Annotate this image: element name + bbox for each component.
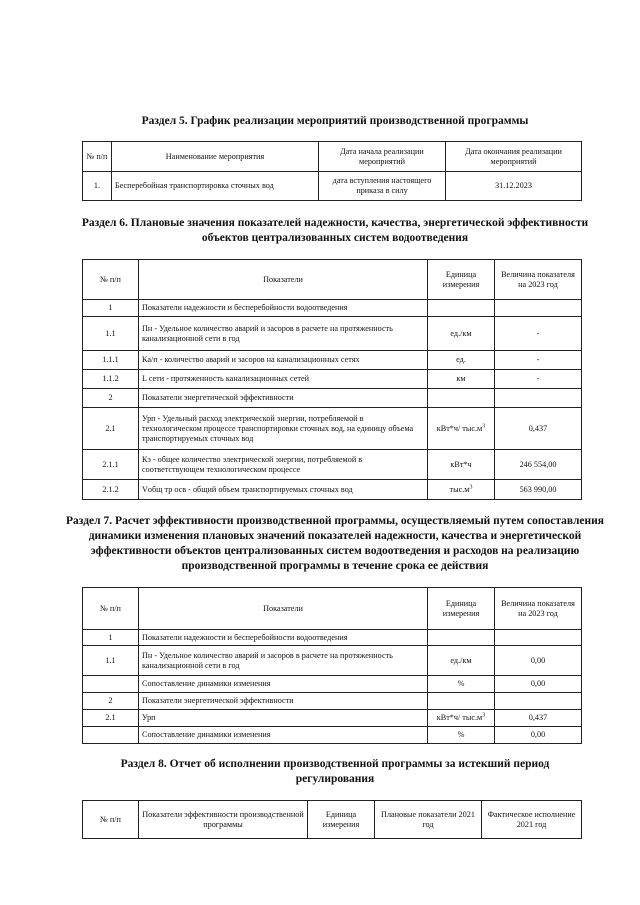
row-unit: км xyxy=(428,370,495,389)
table-row xyxy=(83,450,582,480)
row-num: 1.1.1 xyxy=(83,351,139,370)
row-value xyxy=(495,693,582,710)
table-row xyxy=(83,408,582,450)
table-row xyxy=(83,300,582,317)
row-num: 2 xyxy=(83,693,139,710)
row-name: L сети - протяженность канализационных сетей xyxy=(139,370,428,389)
header-cell: Фактическое исполнение 2021 год xyxy=(482,801,582,839)
row-num: 1 xyxy=(83,630,139,646)
row-num: 1. xyxy=(83,172,112,201)
section-7-table xyxy=(82,587,582,744)
row-name: Урп xyxy=(139,710,428,727)
header-cell: Наименование мероприятия xyxy=(112,142,319,172)
row-value: 0,437 xyxy=(495,408,582,450)
row-num: 2.1 xyxy=(83,710,139,727)
header-cell: Показатели xyxy=(139,588,428,630)
header-cell: Величина показателя на 2023 год xyxy=(495,260,582,300)
unit-text: тыс.м xyxy=(449,484,470,494)
row-num: 1.1.2 xyxy=(83,370,139,389)
row-value: - xyxy=(495,351,582,370)
table-row xyxy=(83,480,582,500)
section-6-table xyxy=(82,259,582,500)
header-cell: № п/п xyxy=(83,588,139,630)
row-name: Урп - Удельный расход электрической энергии, потребляемой в технологическом процессе транспортировки сточных вод, на единицу объема транспортируемых сточных вод xyxy=(139,408,428,450)
row-num: 2 xyxy=(83,389,139,408)
row-num: 2.1.1 xyxy=(83,450,139,480)
row-num: 2.1.2 xyxy=(83,480,139,500)
row-name: Ка/п - количество аварий и засоров на канализационных сетях xyxy=(139,351,428,370)
row-unit xyxy=(428,480,495,500)
table-row xyxy=(83,630,582,646)
header-cell: № п/п xyxy=(83,260,139,300)
row-unit: % xyxy=(428,676,495,693)
table-row xyxy=(83,646,582,676)
row-name: Бесперебойная транспортировка сточных вод xyxy=(112,172,319,201)
unit-superscript: 3 xyxy=(469,483,473,490)
header-cell: Плановые показатели 2021 год xyxy=(375,801,482,839)
unit-superscript: 3 xyxy=(482,422,486,429)
section-5-title: Раздел 5. График реализации мероприятий производственной программы xyxy=(141,115,529,127)
row-name: Показатели энергетической эффективности xyxy=(139,389,428,408)
row-value xyxy=(495,300,582,317)
row-num: 2.1 xyxy=(83,408,139,450)
row-value: 563 990,00 xyxy=(495,480,582,500)
section-6-title: Раздел 6. Плановые значения показателей надежности, качества, энергетической эффективности объектов централизованных систем водоотведения xyxy=(81,217,589,244)
row-num xyxy=(83,676,139,693)
header-cell: Показатели эффективности производственной программы xyxy=(139,801,308,839)
header-cell: Дата начала реализации мероприятий xyxy=(319,142,446,172)
row-unit xyxy=(428,710,495,727)
row-name: Показатели надежности и бесперебойности водоотведения xyxy=(139,630,428,646)
header-cell: Показатели xyxy=(139,260,428,300)
row-value xyxy=(495,630,582,646)
table-row xyxy=(83,727,582,744)
row-unit xyxy=(428,300,495,317)
row-unit: ед./км xyxy=(428,317,495,351)
unit-text: кВт*ч/ тыс.м xyxy=(436,423,483,433)
row-end: 31.12.2023 xyxy=(446,172,582,201)
table-row xyxy=(83,710,582,727)
row-num: 1.1 xyxy=(83,646,139,676)
row-unit xyxy=(428,408,495,450)
section-8-title: Раздел 8. Отчет об исполнении производственной программы за истекший период регулирования xyxy=(120,758,550,785)
row-num xyxy=(83,727,139,744)
row-unit: % xyxy=(428,727,495,744)
header-cell: Единица измерения xyxy=(428,588,495,630)
row-unit: ед./км xyxy=(428,646,495,676)
row-value xyxy=(495,389,582,408)
row-num: 1.1 xyxy=(83,317,139,351)
row-value: - xyxy=(495,370,582,389)
section-7-title: Раздел 7. Расчет эффективности производственной программы, осуществляемый путем сопоставления динамики изменения плановых значений показателей надежности, качества и энергетической эффективности объектов централизованных систем водоотведения и расходов на реализацию производственной программы в течение срока ее действия xyxy=(66,515,604,572)
row-name: Пн - Удельное количество аварий и засоров в расчете на протяженность канализационной сети в год xyxy=(139,317,428,351)
row-name: Vобщ тр осв - общий объем транспортируемых сточных вод xyxy=(139,480,428,500)
table-row xyxy=(83,370,582,389)
row-unit: ед. xyxy=(428,351,495,370)
row-num: 1 xyxy=(83,300,139,317)
row-value: 246 554,00 xyxy=(495,450,582,480)
row-value: - xyxy=(495,317,582,351)
row-name: Кэ - общее количество электрической энергии, потребляемой в соответствующем технологическом процессе xyxy=(139,450,428,480)
row-name: Показатели энергетической эффективности xyxy=(139,693,428,710)
table-row xyxy=(83,317,582,351)
header-cell: Единица измерения xyxy=(428,260,495,300)
table-row xyxy=(83,351,582,370)
section-5-table xyxy=(82,141,582,201)
table-row xyxy=(83,693,582,710)
table-row xyxy=(83,389,582,408)
header-cell: Величина показателя на 2023 год xyxy=(495,588,582,630)
row-name: Сопоставление динамики изменения xyxy=(139,676,428,693)
row-value: 0,00 xyxy=(495,676,582,693)
row-value: 0,00 xyxy=(495,646,582,676)
header-cell: № п/п xyxy=(83,801,139,839)
row-unit xyxy=(428,389,495,408)
header-cell: № п/п xyxy=(83,142,112,172)
row-unit xyxy=(428,630,495,646)
unit-superscript: 3 xyxy=(482,712,486,719)
table-row xyxy=(83,676,582,693)
unit-text: кВт*ч/ тыс.м xyxy=(436,713,483,722)
row-start: дата вступления настоящего приказа в силу xyxy=(319,172,446,201)
row-name: Показатели надежности и бесперебойности водоотведения xyxy=(139,300,428,317)
row-unit xyxy=(428,693,495,710)
row-name: Сопоставление динамики изменения xyxy=(139,727,428,744)
header-cell: Единица измерения xyxy=(308,801,375,839)
header-cell: Дата окончания реализации мероприятий xyxy=(446,142,582,172)
row-unit: кВт*ч xyxy=(428,450,495,480)
row-value: 0,00 xyxy=(495,727,582,744)
row-value: 0,437 xyxy=(495,710,582,727)
row-name: Пн - Удельное количество аварий и засоров в расчете на протяженность канализационной сети в год xyxy=(139,646,428,676)
section-8-table xyxy=(82,800,582,839)
